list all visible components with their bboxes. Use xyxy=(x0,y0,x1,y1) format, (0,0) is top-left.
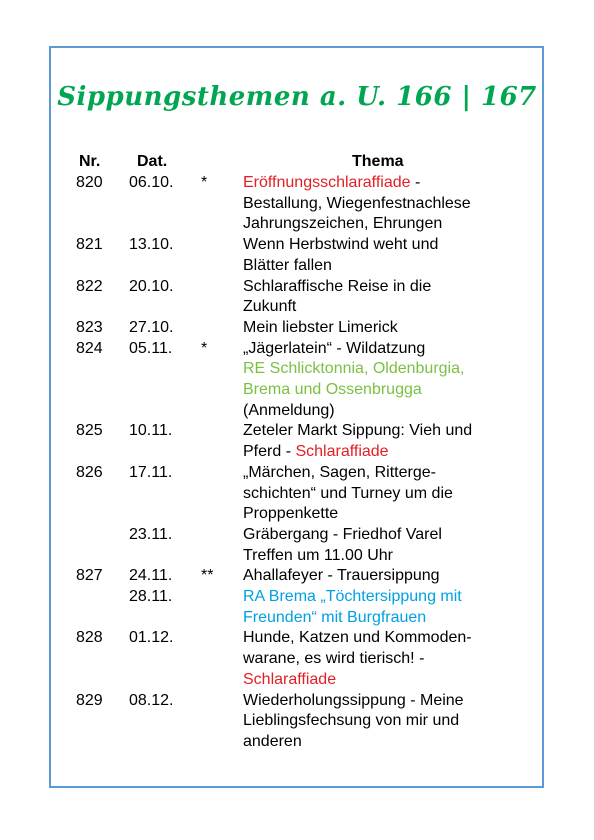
session-date: 20.10. xyxy=(129,277,174,295)
session-theme xyxy=(243,235,518,276)
theme-line xyxy=(243,670,518,691)
theme-text-highlight: Schlaraffiade xyxy=(295,443,389,461)
session-date: 05.11. xyxy=(129,339,173,357)
theme-text: Lieblingsfechsung von mir und xyxy=(243,712,460,730)
theme-line xyxy=(243,401,518,422)
theme-line xyxy=(243,691,518,712)
column-header-dat: Dat. xyxy=(137,153,168,170)
session-date: 13.10. xyxy=(129,236,174,254)
theme-line xyxy=(243,277,518,298)
session-date: 27.10. xyxy=(129,318,174,336)
session-number: 822 xyxy=(76,277,103,295)
theme-text: „Jägerlatein“ - Wildatzung xyxy=(243,339,426,357)
theme-text: Wiederholungssippung - Meine xyxy=(243,691,464,709)
session-theme xyxy=(243,421,518,462)
session-number: 824 xyxy=(76,339,103,357)
theme-text: Bestallung, Wiegenfestnachlese xyxy=(243,194,471,212)
theme-line xyxy=(243,546,518,567)
session-theme xyxy=(243,339,518,422)
session-date: 01.12. xyxy=(129,629,174,647)
theme-text: Eröffnungsschlaraffiade xyxy=(243,174,411,191)
table-row xyxy=(0,628,594,690)
column-header-thema: Thema xyxy=(352,153,404,170)
table-row xyxy=(0,566,594,587)
theme-text: Freunden“ mit Burgfrauen xyxy=(243,608,427,626)
theme-line xyxy=(243,194,518,215)
table-row xyxy=(0,587,594,628)
theme-text: Treffen um 11.00 Uhr xyxy=(243,546,393,564)
page-title: Sippungsthemen a. U. 166 | 167 xyxy=(57,82,537,112)
session-theme xyxy=(243,691,518,753)
table-row xyxy=(0,277,594,318)
theme-line xyxy=(243,235,518,256)
theme-line xyxy=(243,587,518,608)
theme-line xyxy=(243,463,518,484)
theme-text: Brema und Ossenbrugga xyxy=(243,381,422,399)
table-row xyxy=(0,339,594,422)
table-row xyxy=(0,173,594,235)
theme-text: Schlaraffische Reise in die xyxy=(243,277,432,295)
theme-text: Schlaraffiade xyxy=(243,670,337,688)
table-row xyxy=(0,525,594,566)
session-number: 829 xyxy=(76,691,103,709)
session-theme xyxy=(243,566,518,587)
theme-text: Blätter fallen xyxy=(243,256,332,274)
session-mark: * xyxy=(201,174,208,191)
theme-text: Mein liebster Limerick xyxy=(243,318,398,336)
session-theme xyxy=(243,173,518,235)
theme-text: schichten“ und Turney um die xyxy=(243,484,453,502)
theme-line xyxy=(243,525,518,546)
session-theme xyxy=(243,628,518,690)
theme-text: Pferd - xyxy=(243,443,296,461)
theme-text: RE Schlicktonnia, Oldenburgia, xyxy=(243,360,465,378)
theme-line xyxy=(243,173,518,194)
theme-line xyxy=(243,566,518,587)
theme-line xyxy=(243,318,518,339)
theme-line xyxy=(243,711,518,732)
table-row xyxy=(0,318,594,339)
column-header-nr: Nr. xyxy=(79,153,101,170)
table-row xyxy=(0,691,594,753)
theme-line xyxy=(243,608,518,629)
session-number: 826 xyxy=(76,463,103,481)
session-mark: * xyxy=(201,339,208,357)
session-number: 827 xyxy=(76,567,103,585)
theme-line xyxy=(243,380,518,401)
session-date: 17.11. xyxy=(129,463,173,481)
theme-line xyxy=(243,421,518,442)
theme-text: Ahallafeyer - Trauersippung xyxy=(243,567,440,585)
session-number: 825 xyxy=(76,422,103,440)
theme-line xyxy=(243,297,518,318)
theme-text: Wenn Herbstwind weht und xyxy=(243,236,439,254)
session-date: 10.11. xyxy=(129,422,173,440)
theme-text: Jahrungszeichen, Ehrungen xyxy=(243,215,443,233)
session-theme xyxy=(243,587,518,628)
theme-text: Hunde, Katzen und Kommoden- xyxy=(243,629,472,647)
session-date: 24.11. xyxy=(129,567,173,585)
session-number: 828 xyxy=(76,629,103,647)
theme-text: Proppenkette xyxy=(243,505,339,523)
session-mark: ** xyxy=(201,567,214,585)
session-theme xyxy=(243,463,518,525)
theme-text: warane, es wird tierisch! - xyxy=(243,650,425,668)
schedule-table xyxy=(0,173,594,753)
theme-text: anderen xyxy=(243,732,302,750)
session-date: 28.11. xyxy=(129,588,173,606)
theme-text: Zeteler Markt Sippung: Vieh und xyxy=(243,422,473,440)
session-theme xyxy=(243,318,518,339)
theme-text: Zukunft xyxy=(243,298,297,316)
theme-line xyxy=(243,442,518,463)
table-row xyxy=(0,235,594,276)
theme-line xyxy=(243,732,518,753)
table-row xyxy=(0,463,594,525)
theme-line xyxy=(243,359,518,380)
table-row xyxy=(0,421,594,462)
session-number: 820 xyxy=(76,174,103,191)
session-theme xyxy=(243,525,518,566)
theme-text: RA Brema „Töchtersippung mit xyxy=(243,588,462,606)
theme-line xyxy=(243,504,518,525)
theme-text: „Märchen, Sagen, Ritterge- xyxy=(243,463,436,481)
theme-line xyxy=(243,256,518,277)
theme-line xyxy=(243,649,518,670)
theme-line xyxy=(243,484,518,505)
session-date: 08.12. xyxy=(129,691,174,709)
theme-text-tail: - xyxy=(410,174,421,191)
session-number: 823 xyxy=(76,318,103,336)
session-number: 821 xyxy=(76,236,103,254)
theme-line xyxy=(243,339,518,360)
theme-line xyxy=(243,628,518,649)
session-date: 06.10. xyxy=(129,174,174,191)
theme-line xyxy=(243,214,518,235)
session-theme xyxy=(243,277,518,318)
theme-text: Gräbergang - Friedhof Varel xyxy=(243,525,442,543)
session-date: 23.11. xyxy=(129,525,173,543)
theme-text: (Anmeldung) xyxy=(243,401,335,419)
